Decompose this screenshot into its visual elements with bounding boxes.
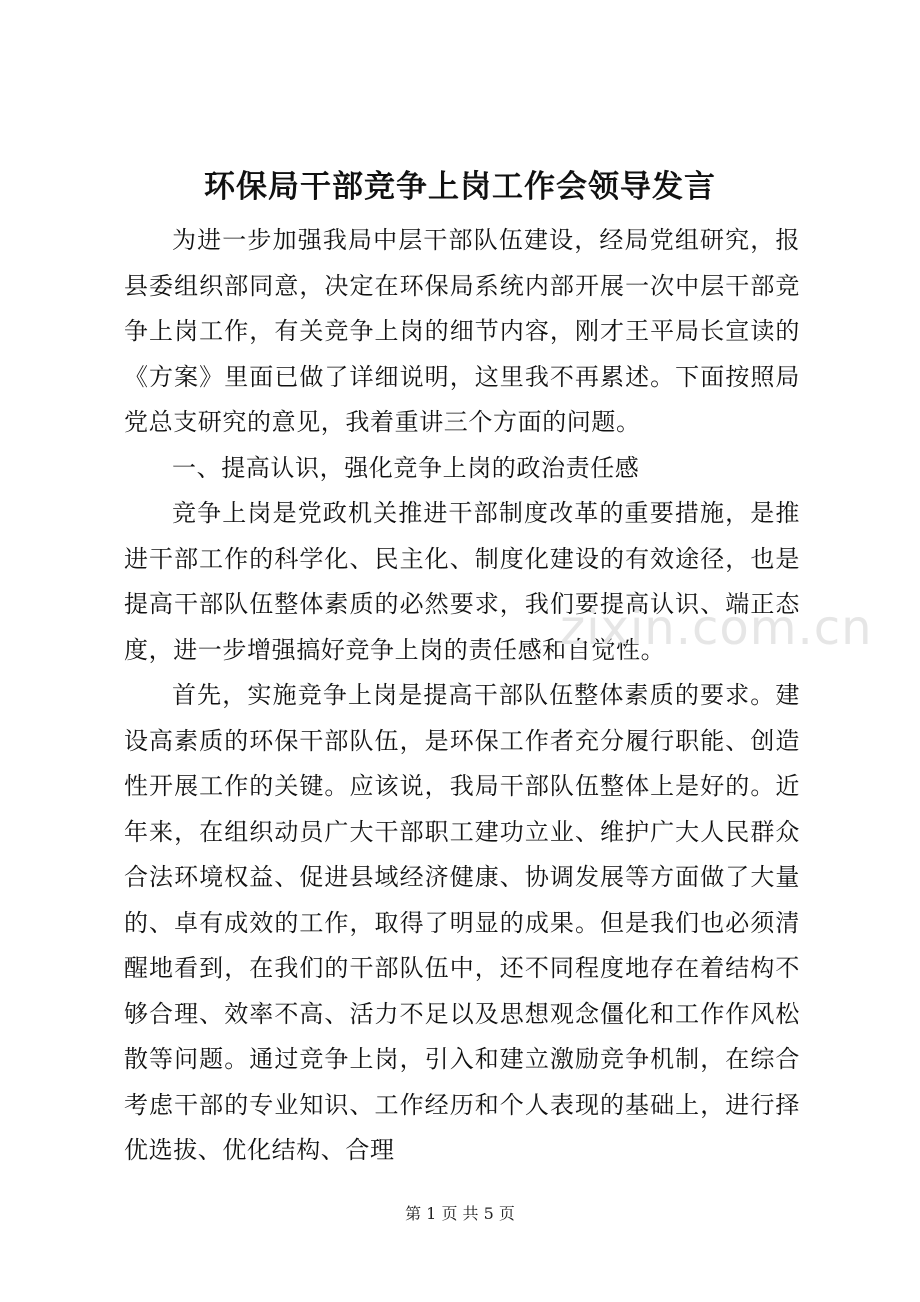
paragraph-2: 竞争上岗是党政机关推进干部制度改革的重要措施，是推进干部工作的科学化、民主化、制度化建设的有效途径，也是提高干部队伍整体素质的必然要求，我们要提高认识、端正态度，进一步增强搞好竞争上岗的责任感和自觉性。	[124, 499, 800, 664]
page-footer: 第 1 页 共 5 页	[405, 1204, 515, 1223]
paragraph-3: 首先，实施竞争上岗是提高干部队伍整体素质的要求。建设高素质的环保干部队伍，是环保工作者充分履行职能、创造性开展工作的关键。应该说，我局干部队伍整体上是好的。近年来，在组织动员广大干部职工建功立业、维护广大人民群众合法环境权益、促进县域经济健康、协调发展等方面做了大量的、卓有成效的工作，取得了明显的成果。但是我们也必须清醒地看到，在我们的干部队伍中，还不同程度地存在着结构不够合理、效率不高、活力不足以及思想观念僵化和工作作风松散等问题。通过竞争上岗，引入和建立激励竞争机制，在综合考虑干部的专业知识、工作经历和个人表现的基础上，进行择优选拔、优化结构、合理	[124, 681, 800, 1164]
section-heading-1: 一、提高认识，强化竞争上岗的政治责任感	[172, 453, 640, 482]
document-body	[124, 218, 800, 1174]
watermark: zixin.com.cn	[560, 600, 873, 656]
document-title: 环保局干部竞争上岗工作会领导发言	[204, 169, 716, 205]
paragraph-intro: 为进一步加强我局中层干部队伍建设，经局党组研究，报县委组织部同意，决定在环保局系统内部开展一次中层干部竞争上岗工作，有关竞争上岗的细节内容，刚才王平局长宣读的《方案》里面已做了详细说明，这里我不再累述。下面按照局党总支研究的意见，我着重讲三个方面的问题。	[124, 226, 800, 436]
